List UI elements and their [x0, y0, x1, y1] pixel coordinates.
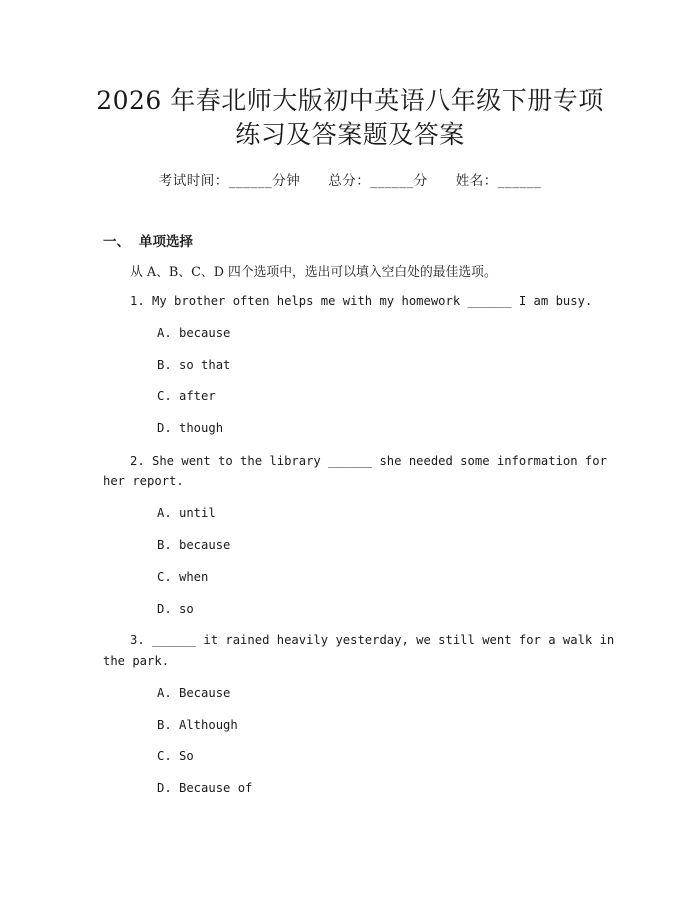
question-3-text-cont: the park. [103, 654, 170, 668]
question-1-option-b: B. so that [157, 358, 231, 372]
section-number: 一、 [103, 234, 130, 250]
document-title-line-1: 2026 年春北师大版初中英语八年级下册专项 [96, 86, 604, 115]
question-1-option-a: A. because [157, 326, 231, 340]
question-2-text-cont: her report. [103, 474, 184, 488]
question-2-option-c: C. when [157, 570, 209, 584]
instruction-text: 从 A、B、C、D 四个选项中，选出可以填入空白处的最佳选项。 [130, 265, 497, 280]
section-heading [103, 230, 193, 250]
question-3-text: 3. ______ it rained heavily yesterday, we still went for a walk in [130, 633, 615, 647]
document-title-line-2: 练习及答案题及答案 [235, 120, 465, 149]
question-3-option-c: C. So [157, 749, 194, 763]
question-3-option-b: B. Although [157, 718, 238, 732]
exam-score: 总分：______分 [328, 173, 428, 189]
question-1-option-d: D. though [157, 421, 224, 435]
question-2-text: 2. She went to the library ______ she needed some information for [130, 454, 607, 468]
question-2-option-d: D. so [157, 602, 194, 616]
exam-meta [0, 169, 700, 189]
exam-name: 姓名：______ [455, 173, 542, 189]
question-1-text: 1. My brother often helps me with my homework ______ I am busy. [130, 294, 593, 308]
question-3-option-a: A. Because [157, 686, 231, 700]
question-2-option-a: A. until [157, 506, 216, 520]
section-title: 单项选择 [139, 234, 193, 250]
question-2-option-b: B. because [157, 538, 231, 552]
question-3-option-d: D. Because of [157, 781, 253, 795]
question-1-option-c: C. after [157, 389, 216, 403]
exam-time: 考试时间：______分钟 [158, 173, 301, 189]
